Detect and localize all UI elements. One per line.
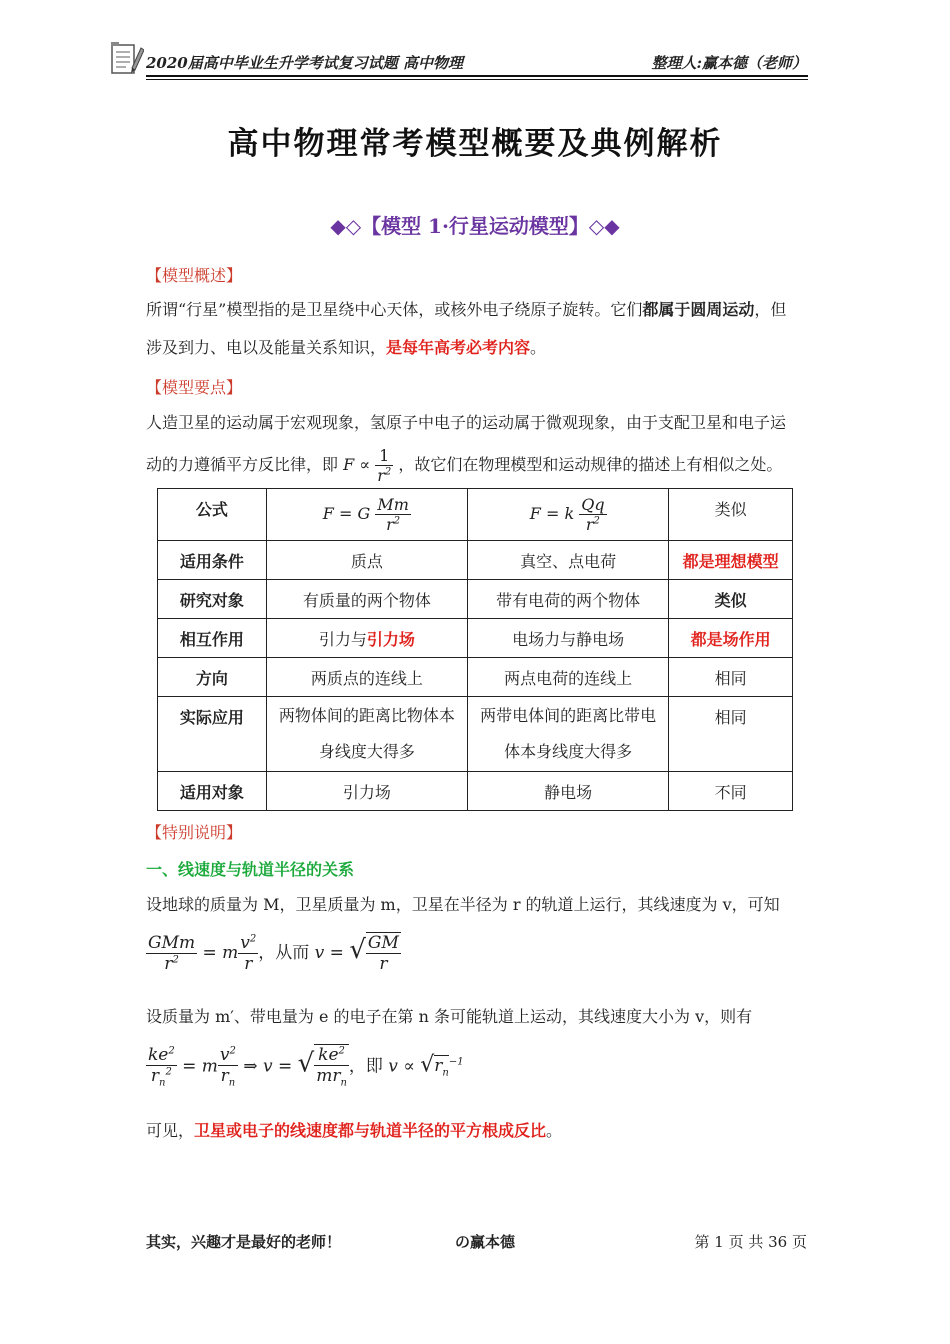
table-cell-line: 体本身线度大得多: [504, 742, 633, 761]
gravity-formula: F = G $\frac{Mm}{r^2}$: [266, 489, 467, 541]
table-cell: 质点: [266, 541, 467, 580]
special-heading: 【特别说明】: [146, 823, 243, 842]
table-cell: [468, 697, 669, 772]
conclusion: [146, 1112, 810, 1150]
table-cell-line: 身线度大得多: [318, 742, 415, 761]
special-paragraph-1: 设地球的质量为 M，卫星质量为 m，卫星在半径为 r 的轨道上运行，其线速度为 v，可知: [146, 895, 780, 914]
table-cell-highlight: 都是理想模型: [669, 541, 793, 580]
header-rule: [146, 75, 808, 77]
overview-paragraph: [146, 291, 810, 367]
key-points-text: ，故它们在物理模型和运动规律的描述上有相似之处。: [398, 455, 783, 475]
table-row: [158, 580, 793, 619]
table-cell-label: 研究对象: [158, 580, 267, 619]
table-cell: 有质量的两个物体: [266, 580, 467, 619]
table-cell: 带有电荷的两个物体: [468, 580, 669, 619]
table-cell: [266, 619, 467, 658]
overview-bold: 都属于圆周运动: [642, 300, 755, 319]
overview-highlight: 是每年高考必考内容: [386, 338, 531, 357]
table-cell: 类似: [669, 489, 793, 541]
table-cell-bold: 类似: [669, 580, 793, 619]
page-number: 第 1 页 共 36 页: [694, 1233, 807, 1251]
header-left-text: 2020届高中毕业生升学考试复习试题 高中物理: [146, 54, 463, 72]
inverse-square-formula: F ∝ $\frac{1}{r^2}$: [343, 446, 392, 486]
overview-text: 所谓“行星”模型指的是卫星绕中心天体，或核外电子绕原子旋转。它们: [146, 300, 643, 319]
table-row: [158, 489, 793, 541]
key-points-paragraph: [146, 404, 810, 485]
table-row: [158, 772, 793, 811]
table-row: [158, 658, 793, 697]
equation-connector: ，即: [348, 1056, 383, 1077]
table-cell-label: 公式: [158, 489, 267, 541]
table-cell-highlight: 都是场作用: [669, 619, 793, 658]
key-points-text: 人造卫星的运动属于宏观现象，氢原子中电子的运动属于微观现象，由于支配卫星和电子运: [146, 413, 787, 432]
table-cell-label: 适用条件: [158, 541, 267, 580]
overview-text: ，但: [754, 300, 787, 319]
table-row: [158, 697, 793, 772]
table-cell-text: 引力与: [318, 629, 367, 649]
footer-motto: 其实，兴趣才是最好的老师！: [146, 1233, 342, 1251]
equation-1: $\frac{\text{GMm}}{r^2}$ = m $\frac{v^2}{r}$ ，从而 v = √ $\frac{GM}{r}$: [148, 932, 399, 975]
notebook-pencil-icon: [110, 40, 144, 76]
table-cell-label: 实际应用: [158, 697, 267, 772]
overview-text: 。: [530, 338, 547, 357]
footer-author: の赢本德: [455, 1233, 516, 1251]
table-cell: 静电场: [468, 772, 669, 811]
table-cell: 相同: [669, 658, 793, 697]
table-cell-highlight: 引力场: [366, 629, 415, 649]
table-cell-line: 两带电体间的距离比带电: [480, 706, 657, 725]
table-cell: [266, 697, 467, 772]
overview-heading: 【模型概述】: [146, 266, 243, 285]
table-cell: 电场力与静电场: [468, 619, 669, 658]
table-cell: 真空、点电荷: [468, 541, 669, 580]
comparison-table: [157, 488, 793, 811]
subsection-heading: 一、线速度与轨道半径的关系: [146, 860, 355, 879]
conclusion-text: 可见，: [146, 1121, 195, 1140]
table-cell: 引力场: [266, 772, 467, 811]
key-points-text: 动的力遵循平方反比律，即: [146, 455, 339, 475]
table-row: [158, 619, 793, 658]
special-paragraph-2: 设质量为 m′、带电量为 e 的电子在第 n 条可能轨道上运动，其线速度大小为 v，则有: [146, 1007, 753, 1026]
table-cell-label: 方向: [158, 658, 267, 697]
table-cell: 两质点的连线上: [266, 658, 467, 697]
header-right-text: 整理人:赢本德（老师）: [651, 54, 807, 72]
page-title: 高中物理常考模型概要及典例解析: [227, 126, 723, 162]
equation-connector: ，从而: [258, 942, 310, 963]
table-row: [158, 541, 793, 580]
overview-text: 涉及到力、电以及能量关系知识，: [146, 338, 387, 357]
table-cell-label: 相互作用: [158, 619, 267, 658]
coulomb-formula: F = k $\frac{Qq}{r^2}$: [468, 489, 669, 541]
key-points-heading: 【模型要点】: [146, 378, 243, 397]
conclusion-highlight: 卫星或电子的线速度都与轨道半径的平方根成反比: [194, 1121, 547, 1140]
table-cell: 相同: [669, 697, 793, 772]
table-cell-label: 适用对象: [158, 772, 267, 811]
header-rule-thin: [146, 79, 808, 80]
table-cell: 不同: [669, 772, 793, 811]
model-title: ◆◇【模型 1·行星运动模型】◇◆: [330, 214, 620, 238]
table-cell: 两点电荷的连线上: [468, 658, 669, 697]
equation-2: $\frac{ke^2}{r_n^2}$ = m $\frac{v^2}{r_n}$ ⇒ v = √ $\frac{ke^2}{mr_n}$ ，即 $v \propto √r_n^{-1}$: [148, 1044, 464, 1089]
conclusion-text: 。: [546, 1121, 563, 1140]
table-cell-line: 两物体间的距离比物体本: [278, 706, 455, 725]
